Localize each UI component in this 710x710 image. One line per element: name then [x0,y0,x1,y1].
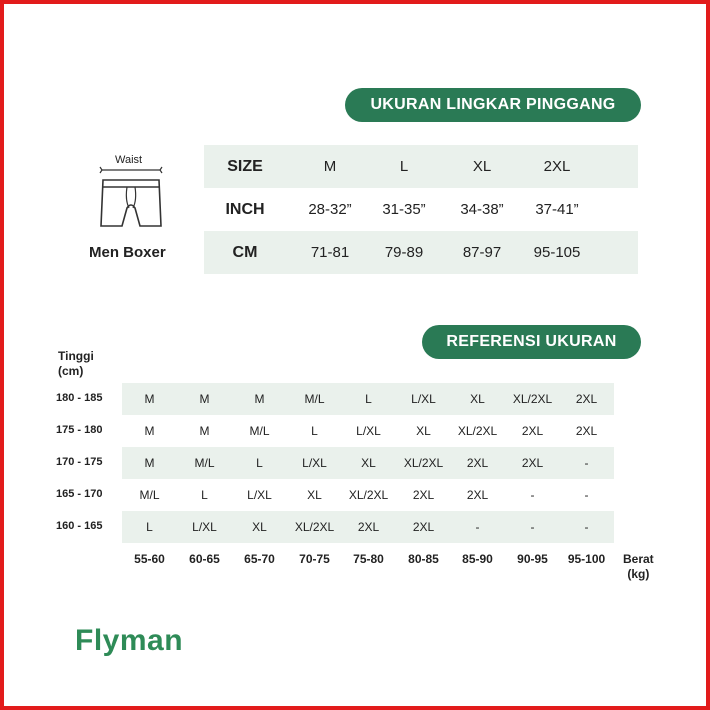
weight-label: 75-80 [353,552,384,566]
size-cell: 34-38” [460,201,504,218]
reference-cell: - [584,488,589,502]
reference-header: REFERENSI UKURAN [422,325,641,359]
reference-cell: M/L [139,488,160,502]
weight-axis-unit: (kg) [627,567,650,581]
height-label: 180 - 185 [56,392,103,404]
reference-table [122,383,614,543]
reference-cell: XL/2XL [512,392,553,406]
reference-cell: M [254,392,265,406]
reference-cell: - [530,488,535,502]
reference-cell: M [144,424,155,438]
weight-label: 70-75 [299,552,330,566]
reference-cell: L [256,456,263,470]
reference-row [122,447,614,479]
height-label: 170 - 175 [56,456,103,468]
reference-cell: L/XL [192,520,217,534]
waist-size-header: UKURAN LINGKAR PINGGANG [345,88,641,122]
row-head: INCH [225,200,265,218]
reference-cell: XL [361,456,376,470]
reference-cell: L/XL [247,488,272,502]
reference-cell: - [584,456,589,470]
size-row-cm [204,231,638,274]
reference-cell: XL [470,392,485,406]
reference-cell: L/XL [302,456,327,470]
reference-cell: M/L [194,456,215,470]
weight-label: 60-65 [189,552,220,566]
reference-cell: 2XL [412,488,435,502]
reference-cell: M [199,424,210,438]
size-row-inch [204,188,638,231]
size-cell: XL [472,158,492,175]
reference-cell: M [199,392,210,406]
size-cell: 95-105 [533,244,581,261]
size-cell: 79-89 [384,244,424,261]
reference-cell: - [475,520,480,534]
weight-label: 80-85 [408,552,439,566]
weight-label: 55-60 [134,552,165,566]
brand-logo: Flyman [75,624,184,657]
size-cell: 2XL [543,158,571,175]
reference-cell: - [530,520,535,534]
reference-cell: 2XL [466,456,489,470]
size-cell: M [323,158,337,175]
size-table [204,145,638,274]
reference-cell: L/XL [411,392,436,406]
reference-cell: 2XL [521,456,544,470]
reference-cell: 2XL [521,424,544,438]
reference-cell: 2XL [412,520,435,534]
size-cell: 37-41” [535,201,579,218]
size-cell: L [399,158,409,175]
product-name: Men Boxer [89,244,166,261]
reference-cell: XL/2XL [348,488,389,502]
size-cell: 28-32” [308,201,352,218]
reference-cell: L [146,520,153,534]
height-label: 175 - 180 [56,424,103,436]
height-axis-title-line: Tinggi [58,349,94,363]
row-head: CM [232,243,258,261]
reference-cell: XL [416,424,431,438]
size-cell: 87-97 [462,244,502,261]
reference-cell: XL/2XL [403,456,444,470]
reference-cell: L/XL [356,424,381,438]
reference-cell: XL [307,488,322,502]
reference-cell: XL/2XL [294,520,335,534]
reference-cell: 2XL [466,488,489,502]
reference-cell: M [144,392,155,406]
height-axis-unit: (cm) [58,364,84,378]
weight-axis-title [623,552,654,582]
waist-label: Waist [115,154,143,166]
height-label: 160 - 165 [56,520,103,532]
size-cell: 71-81 [310,244,350,261]
reference-row [122,383,614,415]
reference-cell: XL [252,520,267,534]
height-axis-title [58,349,94,379]
reference-cell: 2XL [357,520,380,534]
height-label: 165 - 170 [56,488,103,500]
reference-cell: L [365,392,372,406]
reference-cell: - [584,520,589,534]
reference-cell: XL/2XL [457,424,498,438]
reference-cell: M/L [304,392,325,406]
size-row-size [204,145,638,188]
size-cell: 31-35” [382,201,426,218]
reference-cell: L [201,488,208,502]
weight-label: 85-90 [462,552,493,566]
reference-cell: L [311,424,318,438]
reference-cell: 2XL [575,424,598,438]
weight-label: 65-70 [244,552,275,566]
reference-cell: 2XL [575,392,598,406]
weight-label: 90-95 [517,552,548,566]
reference-cell: M [144,456,155,470]
reference-cell: M/L [249,424,270,438]
boxer-icon [94,164,170,232]
reference-row [122,511,614,543]
weight-axis-title-line: Berat [623,552,654,566]
row-head: SIZE [227,157,263,175]
reference-row [122,415,614,447]
reference-row [122,479,614,511]
weight-label: 95-100 [567,552,606,566]
